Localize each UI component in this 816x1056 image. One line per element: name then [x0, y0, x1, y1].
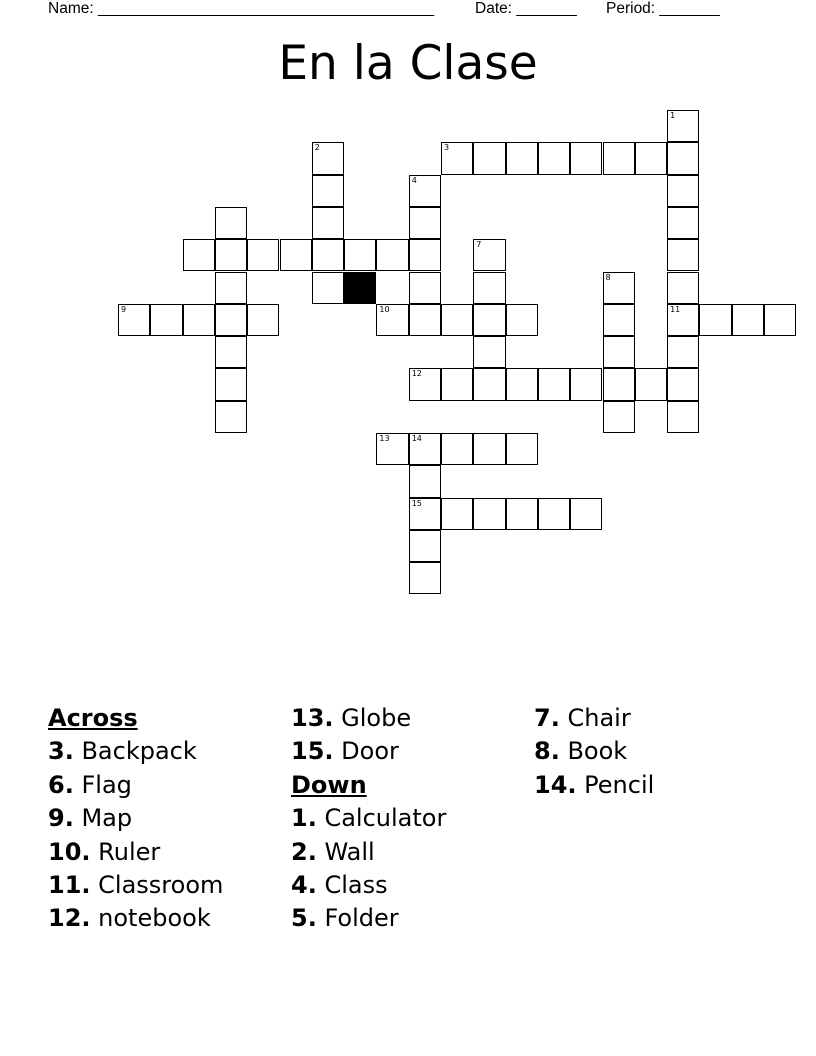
clue-item-number: 2. [291, 837, 317, 866]
grid-cell[interactable] [344, 239, 376, 271]
clue-number: 11 [670, 304, 681, 314]
clue-item [534, 769, 654, 802]
grid-cell[interactable] [667, 336, 699, 368]
grid-cell[interactable] [247, 304, 279, 336]
date-field[interactable]: Date: _______ [475, 0, 577, 17]
grid-cell[interactable] [506, 304, 538, 336]
grid-cell[interactable] [506, 142, 538, 174]
grid-cell[interactable] [312, 239, 344, 271]
grid-cell[interactable] [603, 336, 635, 368]
clue-number: 9 [121, 304, 127, 314]
clue-item [291, 869, 446, 902]
grid-cell[interactable] [603, 304, 635, 336]
clue-item-text: Chair [567, 704, 631, 732]
grid-cell[interactable] [667, 142, 699, 174]
grid-cell[interactable] [409, 368, 441, 400]
grid-cell[interactable] [150, 304, 182, 336]
clue-item-number: 4. [291, 871, 317, 900]
clues-column-1 [48, 702, 223, 936]
grid-cell[interactable] [441, 433, 473, 465]
clue-item-number: 13. [291, 704, 334, 732]
grid-cell[interactable] [699, 304, 731, 336]
black-cell [344, 272, 376, 304]
clue-item-number: 14. [534, 770, 577, 799]
clue-item [534, 702, 654, 735]
clue-item-text: Globe [341, 704, 412, 732]
grid-cell[interactable] [570, 142, 602, 174]
grid-cell[interactable] [667, 175, 699, 207]
clue-item-number: 9. [48, 804, 74, 833]
grid-cell[interactable] [732, 304, 764, 336]
clue-item-text: Ruler [98, 837, 161, 866]
grid-cell[interactable] [603, 401, 635, 433]
clue-number: 12 [411, 369, 422, 379]
grid-cell[interactable] [312, 175, 344, 207]
clue-item [291, 802, 446, 835]
clue-item-text: Wall [324, 837, 375, 866]
grid-cell[interactable] [118, 304, 150, 336]
clue-item-number: 6. [48, 770, 74, 799]
clue-item-text: Flag [81, 770, 132, 799]
grid-cell[interactable] [473, 142, 505, 174]
grid-cell[interactable] [635, 142, 667, 174]
grid-cell[interactable] [409, 433, 441, 465]
clue-item-text: Class [324, 871, 388, 900]
grid-cell[interactable] [409, 465, 441, 497]
grid-cell[interactable] [538, 142, 570, 174]
grid-cell[interactable] [215, 272, 247, 304]
grid-cell[interactable] [280, 239, 312, 271]
clue-item-number: 8. [534, 737, 560, 766]
clues-column-2 [291, 702, 446, 936]
clue-item [534, 735, 654, 768]
grid-cell[interactable] [215, 336, 247, 368]
clue-item-number: 7. [534, 704, 560, 732]
clue-item-text: Book [567, 737, 628, 766]
clue-item-text: Calculator [324, 804, 447, 833]
grid-cell[interactable] [506, 498, 538, 530]
grid-cell[interactable] [667, 368, 699, 400]
grid-cell[interactable] [603, 368, 635, 400]
clue-number: 14 [411, 434, 422, 443]
grid-cell[interactable] [473, 239, 505, 271]
grid-cell[interactable] [215, 368, 247, 400]
clue-item-text: Backpack [81, 737, 197, 766]
grid-cell[interactable] [764, 304, 796, 336]
grid-cell[interactable] [473, 272, 505, 304]
clue-item [48, 735, 223, 768]
clue-number: 13 [379, 434, 390, 443]
grid-cell[interactable] [473, 368, 505, 400]
grid-cell[interactable] [538, 498, 570, 530]
clue-item [291, 836, 446, 869]
grid-cell[interactable] [215, 239, 247, 271]
grid-cell[interactable] [603, 272, 635, 304]
clue-item-number: 1. [291, 804, 317, 833]
grid-cell[interactable] [215, 304, 247, 336]
grid-cell[interactable] [506, 368, 538, 400]
grid-cell[interactable] [667, 401, 699, 433]
grid-cell[interactable] [409, 304, 441, 336]
grid-cell[interactable] [376, 433, 408, 465]
grid-cell[interactable] [409, 207, 441, 239]
clue-item [291, 735, 446, 768]
grid-cell[interactable] [473, 433, 505, 465]
grid-cell[interactable] [312, 142, 344, 174]
clues-column-3 [534, 702, 654, 802]
grid-cell[interactable] [538, 368, 570, 400]
clue-item [48, 802, 223, 835]
grid-cell[interactable] [506, 433, 538, 465]
clue-item-number: 5. [291, 904, 317, 933]
clue-item-number: 12. [48, 904, 91, 933]
grid-cell[interactable] [667, 272, 699, 304]
grid-cell[interactable] [603, 142, 635, 174]
clue-item [48, 836, 223, 869]
clue-item-text: Folder [324, 904, 399, 933]
grid-cell[interactable] [409, 530, 441, 562]
page-title: En la Clase [278, 36, 538, 91]
clue-item-number: 11. [48, 871, 91, 900]
grid-cell[interactable] [312, 207, 344, 239]
grid-cell[interactable] [409, 562, 441, 594]
clue-item [48, 902, 223, 935]
grid-cell[interactable] [667, 207, 699, 239]
grid-cell[interactable] [667, 239, 699, 271]
clue-number: 10 [379, 304, 390, 314]
clue-item-text: Pencil [584, 770, 655, 799]
grid-cell[interactable] [409, 272, 441, 304]
grid-cell[interactable] [570, 368, 602, 400]
clue-number: 4 [411, 175, 417, 185]
grid-cell[interactable] [441, 498, 473, 530]
name-field[interactable]: Name: _______________________________________ [48, 0, 435, 17]
grid-cell[interactable] [667, 110, 699, 142]
down-heading: Down [291, 770, 367, 799]
grid-cell[interactable] [409, 175, 441, 207]
clue-item-text: Classroom [98, 871, 224, 900]
grid-cell[interactable] [441, 142, 473, 174]
clue-item-number: 10. [48, 837, 91, 866]
grid-cell[interactable] [409, 239, 441, 271]
grid-cell[interactable] [183, 239, 215, 271]
grid-cell[interactable] [473, 304, 505, 336]
grid-cell[interactable] [570, 498, 602, 530]
across-heading: Across [48, 704, 138, 732]
grid-cell[interactable] [473, 336, 505, 368]
clue-item-number: 15. [291, 737, 334, 766]
grid-cell[interactable] [215, 401, 247, 433]
period-field[interactable]: Period: _______ [606, 0, 720, 17]
clue-number: 7 [476, 240, 482, 250]
grid-cell[interactable] [635, 368, 667, 400]
clue-number: 3 [444, 143, 450, 153]
grid-cell[interactable] [376, 239, 408, 271]
grid-cell[interactable] [312, 272, 344, 304]
clue-number: 8 [605, 272, 611, 282]
clue-item [48, 869, 223, 902]
grid-cell[interactable] [441, 304, 473, 336]
clue-item-number: 3. [48, 737, 74, 766]
grid-cell[interactable] [215, 207, 247, 239]
clue-item [48, 769, 223, 802]
clue-number: 2 [314, 143, 320, 153]
grid-cell[interactable] [441, 368, 473, 400]
clue-item [291, 902, 446, 935]
clue-item [291, 702, 446, 735]
grid-cell[interactable] [247, 239, 279, 271]
clue-number: 15 [411, 498, 422, 508]
clue-item-text: Map [81, 804, 133, 833]
grid-cell[interactable] [473, 498, 505, 530]
grid-cell[interactable] [376, 304, 408, 336]
clue-item-text: Door [341, 737, 399, 766]
clue-item-text: notebook [98, 904, 211, 933]
grid-cell[interactable] [409, 498, 441, 530]
grid-cell[interactable] [667, 304, 699, 336]
clue-number: 1 [670, 111, 676, 120]
grid-cell[interactable] [183, 304, 215, 336]
